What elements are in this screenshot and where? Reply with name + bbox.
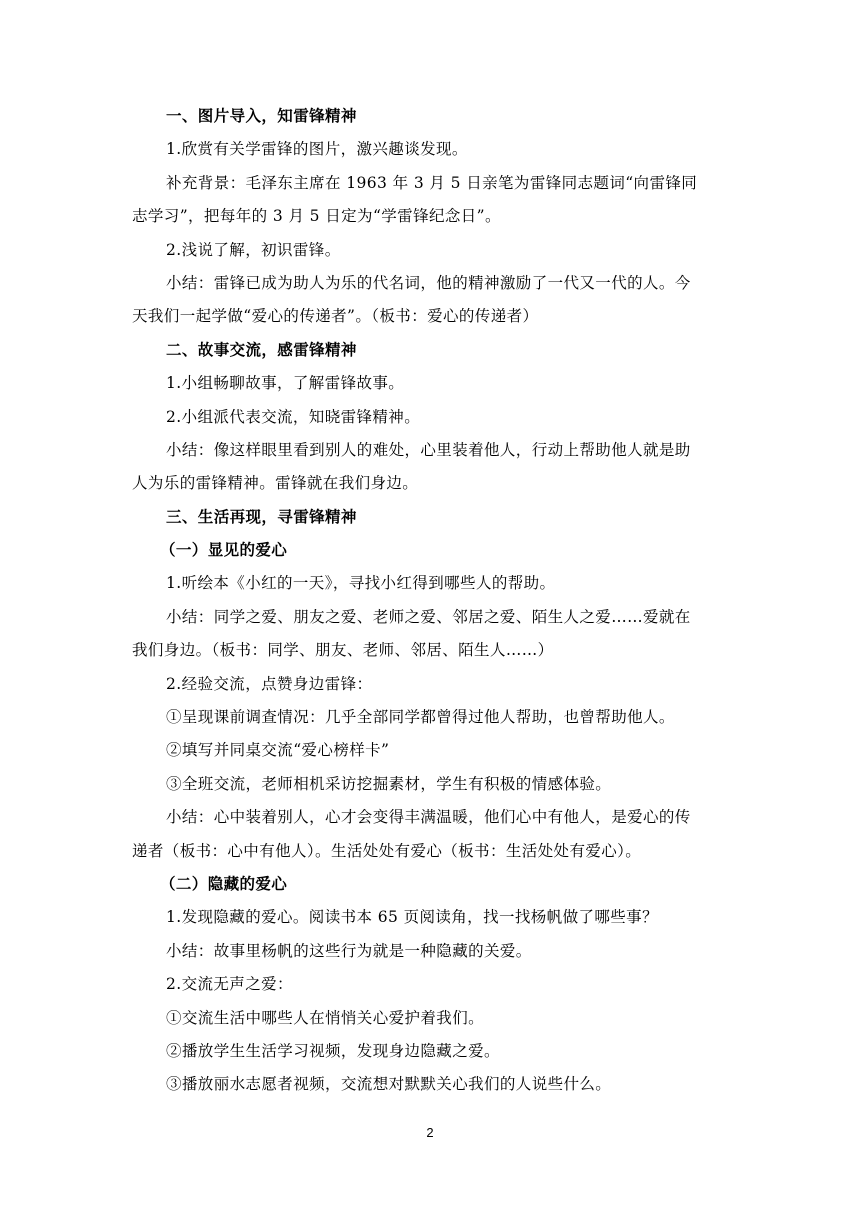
subsection-heading: （二）隐藏的爱心 <box>160 874 288 893</box>
paragraph-line: 小结：心中装着别人，心才会变得丰满温暖，他们心中有他人，是爱心的传 <box>166 808 691 827</box>
paragraph-continuation-line: 我们身边。（板书：同学、朋友、老师、邻居、陌生人……） <box>132 641 554 660</box>
section-heading: 二、故事交流，感雷锋精神 <box>166 340 357 359</box>
paragraph-line: ③播放丽水志愿者视频，交流想对默默关心我们的人说些什么。 <box>166 1075 612 1094</box>
paragraph-line: 2.交流无声之爱： <box>166 975 293 994</box>
paragraph-line: 2.浅说了解，初识雷锋。 <box>166 240 341 259</box>
paragraph-line: 2.经验交流，点赞身边雷锋： <box>166 674 373 693</box>
page-number: 2 <box>426 1125 434 1140</box>
paragraph-continuation-line: 天我们一起学做“爱心的传递者”。（板书：爱心的传递者） <box>132 307 539 326</box>
paragraph-continuation-line: 人为乐的雷锋精神。雷锋就在我们身边。 <box>132 474 419 493</box>
paragraph-continuation-line: 志学习”，把每年的 3 月 5 日定为“学雷锋纪念日”。 <box>132 207 501 226</box>
paragraph-line: ③全班交流，老师相机采访挖掘素材，学生有积极的情感体验。 <box>166 774 612 793</box>
paragraph-line: 1.小组畅聊故事，了解雷锋故事。 <box>166 374 405 393</box>
paragraph-line: 1.发现隐藏的爱心。阅读书本 65 页阅读角，找一找杨帆做了哪些事？ <box>166 908 658 927</box>
paragraph-line: 1.听绘本《小红的一天》，寻找小红得到哪些人的帮助。 <box>166 574 556 593</box>
paragraph-line: 小结：像这样眼里看到别人的难处，心里装着他人，行动上帮助他人就是助 <box>166 440 691 459</box>
paragraph-line: ②填写并同桌交流“爱心榜样卡” <box>166 741 390 760</box>
paragraph-line: 2.小组派代表交流，知晓雷锋精神。 <box>166 407 421 426</box>
paragraph-line: 小结：同学之爱、朋友之爱、老师之爱、邻居之爱、陌生人之爱……爱就在 <box>166 607 691 626</box>
subsection-heading: （一）显见的爱心 <box>160 541 288 560</box>
paragraph-line: ①交流生活中哪些人在悄悄关心爱护着我们。 <box>166 1008 485 1027</box>
paragraph-line: 小结：故事里杨帆的这些行为就是一种隐藏的关爱。 <box>166 941 532 960</box>
paragraph-line: 小结：雷锋已成为助人为乐的代名词，他的精神激励了一代又一代的人。今 <box>166 273 691 292</box>
section-heading: 三、生活再现，寻雷锋精神 <box>166 507 357 526</box>
document-body <box>132 100 732 1102</box>
paragraph-line: ①呈现课前调查情况：几乎全部同学都曾得过他人帮助，也曾帮助他人。 <box>166 708 675 727</box>
section-heading: 一、图片导入，知雷锋精神 <box>166 107 357 125</box>
paragraph-continuation-line: 递者（板书：心中有他人）。生活处处有爱心（板书：生活处处有爱心）。 <box>132 841 642 860</box>
paragraph-line: 补充背景：毛泽东主席在 1963 年 3 月 5 日亲笔为雷锋同志题词“向雷锋同 <box>166 173 698 192</box>
paragraph-line: 1.欣赏有关学雷锋的图片，激兴趣谈发现。 <box>166 140 468 159</box>
paragraph-line: ②播放学生生活学习视频，发现身边隐藏之爱。 <box>166 1041 500 1060</box>
